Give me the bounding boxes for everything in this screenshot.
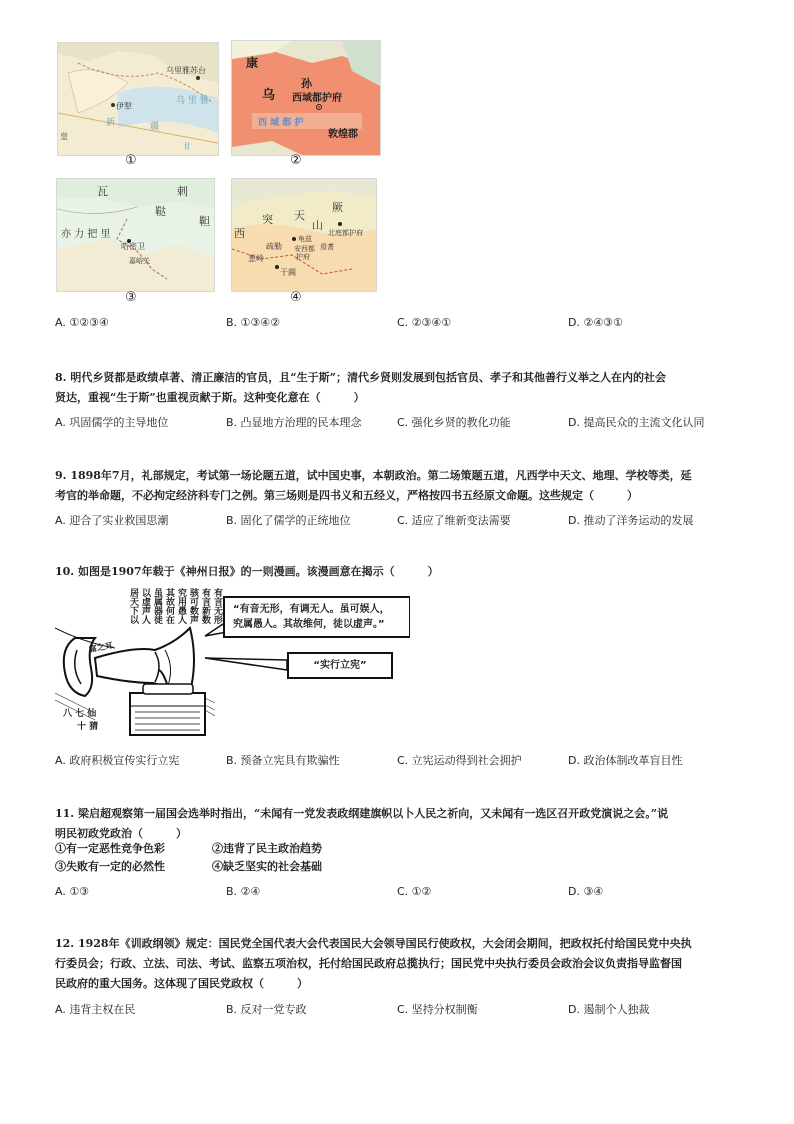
q12-option-a[interactable]: A. 违背主权在民 — [55, 1003, 136, 1016]
map-2-label-3: 西域都护府 — [292, 93, 342, 104]
q8-options — [55, 414, 755, 430]
q7-option-b[interactable]: B. ①③④② — [226, 316, 280, 329]
map-2 — [231, 40, 381, 156]
map-3-label-4: 亦 力 把 里 — [61, 229, 111, 240]
cartoon-bubble-1-line-1: “有音无形，有调无人。虽可娱人， — [233, 604, 390, 615]
map-1-label-6: 甘 — [183, 142, 191, 151]
map-1-label-4: 疆 — [150, 122, 160, 132]
cartoon-vtext-4: 其故何在 — [166, 589, 176, 626]
map-1-label-1: 乌 里 雅 — [176, 96, 209, 106]
map-3-label-3: 靼 — [199, 215, 210, 228]
map-4-label-11: 于阗 — [280, 268, 296, 277]
q11-sub-1: ①有一定恶性竞争色彩 — [55, 842, 165, 855]
cartoon-bubble-2: “实行立宪” — [287, 652, 393, 679]
q9-options — [55, 512, 755, 528]
q11-stem — [55, 804, 745, 844]
cartoon-vtext-1: 有言新数 — [202, 589, 212, 626]
cartoon-bubble-1-line-2: 究属愚人。其故维何，徒以虚声。” — [233, 619, 385, 630]
q12-line-2: 行委员会；行政、立法、司法、考试、监察五项治权，托付给国民政府总揽执行；国民党中央执行委员会政治会议负责指导监督国 — [55, 957, 682, 970]
map-4-image — [232, 179, 376, 291]
q10-options — [55, 752, 755, 768]
q11-line-1: 11. 梁启超观察第一届国会选举时指出，“未闻有一党发表政纲建旗帜以卜人民之祈向，又未闻有一选区召开政党演说之会。”说 — [55, 807, 669, 820]
q7-option-c[interactable]: C. ②③④① — [397, 316, 452, 329]
map-3-label-2: 鞑 — [155, 205, 166, 218]
map-3-image — [57, 179, 214, 291]
map-1-label-2: 伊犁 — [116, 102, 132, 111]
map-1-label-0: 乌里雅苏台 — [166, 66, 206, 75]
q12-line-3: 民政府的重大国务。这体现了国民党政权（ ） — [55, 977, 308, 990]
q12-option-d[interactable]: D. 遏制个人独裁 — [568, 1003, 650, 1016]
q9-option-c[interactable]: C. 适应了维新变法需要 — [397, 514, 511, 527]
q12-stem — [55, 934, 745, 994]
map-2-label-1: 乌 — [262, 88, 276, 103]
map-2-image — [232, 41, 380, 155]
cartoon-vtext-2: 骇可数声 — [190, 589, 200, 626]
map-2-label-2: 孙 — [301, 77, 312, 90]
map-3-label-0: 瓦 — [97, 185, 108, 198]
map-4-label-9: 疏勒 — [266, 242, 282, 251]
cartoon-bubble-1 — [223, 596, 410, 638]
map-4 — [231, 178, 377, 292]
map-4-number: ④ — [290, 290, 302, 305]
cartoon-bottom-label-2: 十 猜 — [77, 722, 99, 732]
cartoon-bottom-label — [63, 708, 98, 734]
cartoon-vtext-0: 有言无形 — [214, 589, 224, 626]
map-4-label-12: 焉耆 — [320, 243, 334, 251]
map-2-label-5: 敦煌郡 — [328, 129, 358, 140]
q11-sub-2: ②违背了民主政治趋势 — [212, 842, 322, 855]
q11-line-2: 明民初政党政治（ ） — [55, 827, 187, 840]
q11-options — [55, 885, 755, 901]
q10-option-d[interactable]: D. 政治体制改革盲目性 — [568, 754, 683, 767]
map-3-label-5: 哈密卫 — [121, 242, 145, 251]
q9-line-1: 9. 1898年7月，礼部规定，考试第一场论题五道，试中国史事，本朝政治。第二场策题五道，凡西学中天文、地理、学校等类，延 — [55, 469, 692, 482]
map-3-number: ③ — [125, 290, 137, 305]
q11-sub-3: ③失败有一定的必然性 — [55, 860, 165, 873]
map-4-label-1: 突 — [262, 213, 273, 226]
q11-option-a[interactable]: A. ①③ — [55, 885, 90, 898]
map-4-label-0: 西 — [234, 227, 245, 240]
q10-option-a[interactable]: A. 政府积极宣传实行立宪 — [55, 754, 180, 767]
q12-line-1: 12. 1928年《训政纲领》规定：国民党全国代表大会代表国民大会领导国民行使政权，大会闭会期间，把政权托付给国民党中央执 — [55, 937, 692, 950]
q9-option-b[interactable]: B. 固化了儒学的正统地位 — [226, 514, 351, 527]
q12-option-c[interactable]: C. 坚持分权制衡 — [397, 1003, 478, 1016]
map-3-label-1: 剌 — [177, 185, 188, 198]
q8-option-b[interactable]: B. 凸显地方治理的民本理念 — [226, 416, 362, 429]
q9-stem — [55, 466, 745, 506]
cartoon-vtext-6: 以虚声人 — [142, 589, 152, 626]
map-2-number: ② — [290, 153, 302, 168]
q10-option-b[interactable]: B. 预备立宪具有欺骗性 — [226, 754, 340, 767]
q12-option-b[interactable]: B. 反对一党专政 — [226, 1003, 307, 1016]
q11-sub-4: ④缺乏坚实的社会基础 — [212, 860, 322, 873]
q10-stem — [55, 562, 745, 582]
q8-option-d[interactable]: D. 提高民众的主流文化认同 — [568, 416, 705, 429]
map-1-label-3: 新 — [106, 118, 116, 128]
cartoon-vtext-7: 居天下以 — [130, 589, 140, 626]
q11-option-b[interactable]: B. ②④ — [226, 885, 261, 898]
map-1 — [57, 42, 219, 156]
map-4-label-10: 葱岭 — [248, 254, 264, 263]
q8-stem — [55, 368, 745, 408]
q8-option-c[interactable]: C. 强化乡贤的教化功能 — [397, 416, 511, 429]
map-1-label-5: 皇 — [60, 132, 68, 141]
q12-options — [55, 1001, 755, 1017]
q7-options — [55, 316, 755, 332]
map-4-label-5: 北庭都护府 — [328, 229, 363, 237]
q9-option-d[interactable]: D. 推动了洋务运动的发展 — [568, 514, 694, 527]
map-3-label-6: 嘉峪关 — [129, 257, 150, 265]
map-1-number: ① — [125, 153, 137, 168]
q9-option-a[interactable]: A. 迎合了实业救国思潮 — [55, 514, 169, 527]
map-4-label-7: 安西都 — [294, 245, 315, 253]
map-4-label-8: 护府 — [296, 253, 310, 261]
q8-option-a[interactable]: A. 巩固儒学的主导地位 — [55, 416, 169, 429]
cartoon-bottom-label-1: 八 七 仙 — [63, 709, 97, 719]
map-3 — [56, 178, 215, 292]
map-2-label-4: 西 域 都 护 — [258, 118, 304, 128]
map-2-label-0: 康 — [246, 56, 259, 70]
q11-option-c[interactable]: C. ①② — [397, 885, 432, 898]
cartoon-ear-label: 富之耳 — [88, 640, 114, 655]
q10-cartoon — [55, 588, 410, 738]
map-1-image — [58, 43, 218, 155]
q7-option-d[interactable]: D. ②④③① — [568, 316, 623, 329]
q8-line-2: 贤达，重视“生于斯”也重视贡献于斯。这种变化意在（ ） — [55, 391, 365, 404]
q8-line-1: 8. 明代乡贤都是政绩卓著、清正廉洁的官员，且“生于斯”；清代乡贤则发展到包括官员、孝子和其他善行义举之人在内的社会 — [55, 371, 666, 384]
map-4-label-3: 厥 — [332, 201, 343, 214]
q11-option-d[interactable]: D. ③④ — [568, 885, 604, 898]
q10-line-1: 10. 如图是1907年载于《神州日报》的一则漫画。该漫画意在揭示（ ） — [55, 565, 439, 578]
cartoon-vtext-3: 究用愚人 — [178, 589, 188, 626]
map-4-label-4: 山 — [312, 219, 323, 232]
cartoon-vertical-texts — [93, 590, 223, 650]
q7-option-a[interactable]: A. ①②③④ — [55, 316, 109, 329]
map-4-label-6: 龟兹 — [298, 235, 312, 243]
q10-option-c[interactable]: C. 立宪运动得到社会拥护 — [397, 754, 522, 767]
cartoon-vtext-5: 虽属器徒 — [154, 589, 164, 626]
q9-line-2: 考官的举命题，不必拘定经济科专门之例。第三场则是四书义和五经义，严格按四书五经原文命题。这些规定（ ） — [55, 489, 638, 502]
map-4-label-2: 天 — [294, 209, 305, 222]
